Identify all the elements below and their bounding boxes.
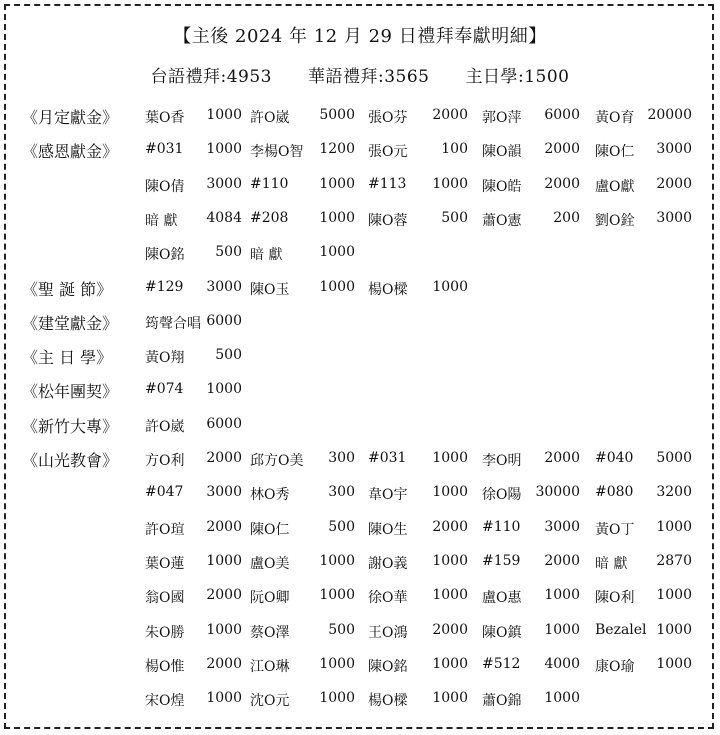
donor-name: 陳O生 bbox=[368, 521, 408, 538]
donor-name: 陳O蓉 bbox=[368, 212, 408, 229]
donation-amount: 4000 bbox=[544, 655, 580, 672]
donor-name: 邱方O美 bbox=[250, 453, 304, 469]
donation-amount: 500 bbox=[215, 347, 242, 364]
donation-amount: 1000 bbox=[544, 621, 580, 638]
donation-amount: 500 bbox=[215, 244, 242, 261]
donation-amount: 500 bbox=[328, 621, 355, 638]
attendance-item: 主日學:1500 bbox=[465, 67, 570, 87]
donation-amount: 2000 bbox=[206, 518, 242, 535]
donation-amount: 3000 bbox=[206, 278, 242, 295]
donor-name: 黃O丁 bbox=[595, 521, 635, 538]
donation-amount: 2000 bbox=[206, 655, 242, 672]
page-title: 【主後 2024 年 12 月 29 日禮拜奉獻明細】 bbox=[173, 26, 547, 47]
section-label: 《主 日 學》 bbox=[22, 348, 113, 368]
donation-amount: 1000 bbox=[432, 552, 468, 569]
donation-amount: 300 bbox=[328, 450, 355, 466]
donor-name: 蕭O憲 bbox=[482, 212, 522, 229]
donor-name: 盧O惠 bbox=[482, 590, 522, 607]
section-label: 《感恩獻金》 bbox=[22, 142, 119, 162]
donation-amount: 1000 bbox=[544, 587, 580, 604]
donor-name: 陳O韻 bbox=[482, 144, 522, 161]
donation-amount: 1000 bbox=[432, 175, 468, 192]
donation-amount: 1000 bbox=[656, 587, 692, 604]
donor-name: 黃O翔 bbox=[145, 350, 185, 367]
donor-name: 陳O利 bbox=[595, 590, 635, 607]
donor-name: 劉O銓 bbox=[595, 212, 635, 229]
donor-name: #129 bbox=[145, 278, 184, 295]
donation-amount: 1000 bbox=[206, 552, 242, 569]
donor-name: 陳O玉 bbox=[250, 281, 290, 298]
donation-amount: 1200 bbox=[319, 141, 355, 158]
donation-amount: 1000 bbox=[206, 107, 242, 123]
section-label: 《月定獻金》 bbox=[22, 108, 119, 127]
donation-amount: 2870 bbox=[656, 552, 692, 569]
donor-name: 徐O陽 bbox=[482, 487, 522, 504]
donor-name: 許O崴 bbox=[250, 110, 290, 126]
section-label: 《建堂獻金》 bbox=[22, 313, 119, 333]
donor-name: 陳O倩 bbox=[145, 178, 185, 195]
donor-name: 李O明 bbox=[482, 453, 522, 469]
donation-amount: 1000 bbox=[432, 690, 468, 707]
donor-name: 江O琳 bbox=[250, 658, 290, 675]
donation-amount: 1000 bbox=[432, 484, 468, 501]
donation-amount: 6000 bbox=[206, 415, 242, 432]
donation-amount: 1000 bbox=[319, 278, 355, 295]
donation-amount: 1000 bbox=[206, 621, 242, 638]
donation-amount: 2000 bbox=[432, 107, 468, 123]
donation-amount: 1000 bbox=[319, 209, 355, 226]
donor-name: 康O瑜 bbox=[595, 658, 635, 675]
donation-amount: 6000 bbox=[206, 312, 242, 329]
donor-name: 暗 獻 bbox=[250, 247, 283, 264]
donation-amount: 500 bbox=[441, 209, 468, 226]
donation-amount: 1000 bbox=[656, 621, 692, 638]
donor-name: 盧O美 bbox=[250, 555, 290, 572]
donation-amount: 200 bbox=[553, 209, 580, 226]
donor-name: 許O瑄 bbox=[145, 521, 185, 538]
donor-name: 暗 獻 bbox=[595, 555, 628, 572]
donor-name: 盧O獻 bbox=[595, 178, 635, 195]
donor-name: 陳O仁 bbox=[250, 521, 290, 538]
donor-name: 郭O萍 bbox=[482, 110, 522, 126]
donor-name: 陳O皓 bbox=[482, 178, 522, 195]
donation-amount: 300 bbox=[328, 484, 355, 501]
donor-name: 謝O義 bbox=[368, 555, 408, 572]
donor-name: #110 bbox=[250, 175, 289, 192]
attendance-item: 華語禮拜:3565 bbox=[308, 67, 430, 87]
donor-name: 宋O煌 bbox=[145, 693, 185, 710]
donation-amount: 1000 bbox=[432, 587, 468, 604]
section-label: 《新竹大專》 bbox=[22, 416, 119, 436]
donation-amount: 1000 bbox=[319, 175, 355, 192]
donation-amount: 3000 bbox=[206, 484, 242, 501]
donation-amount: 3000 bbox=[656, 209, 692, 226]
attendance-item: 台語禮拜:4953 bbox=[150, 67, 272, 87]
donation-amount: 3200 bbox=[656, 484, 692, 501]
donor-name: 陳O銘 bbox=[368, 658, 408, 675]
donor-name: 沈O元 bbox=[250, 693, 290, 710]
donor-name: #040 bbox=[595, 450, 634, 466]
donation-amount: 1000 bbox=[656, 655, 692, 672]
donation-amount: 1000 bbox=[432, 278, 468, 295]
donor-name: #047 bbox=[145, 484, 184, 501]
section-label: 《松年團契》 bbox=[22, 382, 119, 402]
donation-amount: 3000 bbox=[656, 141, 692, 158]
donation-amount: 3000 bbox=[206, 175, 242, 192]
donation-amount: 1000 bbox=[319, 244, 355, 261]
donation-amount: 2000 bbox=[544, 141, 580, 158]
donor-name: 黃O育 bbox=[595, 110, 635, 126]
donation-amount: 1000 bbox=[319, 690, 355, 707]
attendance-summary bbox=[0, 62, 720, 87]
donation-amount: 5000 bbox=[656, 450, 692, 466]
donation-amount: 2000 bbox=[206, 450, 242, 466]
donor-name: #110 bbox=[482, 518, 521, 535]
donor-name: #031 bbox=[145, 141, 184, 158]
donor-name: 陳O仁 bbox=[595, 144, 635, 161]
donation-amount: 1000 bbox=[206, 690, 242, 707]
donor-name: 林O秀 bbox=[250, 487, 290, 504]
donor-name: 翁O國 bbox=[145, 590, 185, 607]
donor-name: #080 bbox=[595, 484, 634, 501]
donation-amount: 6000 bbox=[544, 107, 580, 123]
donation-amount: 2000 bbox=[544, 552, 580, 569]
donation-amount: 2000 bbox=[206, 587, 242, 604]
donor-name: 葉O香 bbox=[145, 110, 185, 126]
donor-name: 楊O樑 bbox=[368, 281, 408, 298]
donor-name: 王O鴻 bbox=[368, 624, 408, 641]
donation-amount: 1000 bbox=[432, 655, 468, 672]
donation-amount: 2000 bbox=[432, 518, 468, 535]
donation-amount: 2000 bbox=[432, 621, 468, 638]
donation-amount: 1000 bbox=[206, 381, 242, 398]
donor-name: 楊O惟 bbox=[145, 658, 185, 675]
donor-name: #074 bbox=[145, 381, 184, 398]
donor-name: 張O芬 bbox=[368, 110, 408, 126]
donor-name: #031 bbox=[368, 450, 407, 466]
donor-name: 張O元 bbox=[368, 144, 408, 161]
section-label: 《聖 誕 節》 bbox=[22, 279, 113, 299]
donation-amount: 2000 bbox=[656, 175, 692, 192]
donor-name: 陳O銘 bbox=[145, 247, 185, 264]
donor-name: 方O利 bbox=[145, 453, 185, 469]
donor-name: 許O崴 bbox=[145, 418, 185, 435]
donation-amount: 100 bbox=[441, 141, 468, 158]
donation-amount: 4084 bbox=[206, 209, 242, 226]
donor-name: 葉O蓮 bbox=[145, 555, 185, 572]
donation-amount: 1000 bbox=[656, 518, 692, 535]
donation-amount: 1000 bbox=[206, 141, 242, 158]
donation-amount: 1000 bbox=[319, 587, 355, 604]
donor-name: #512 bbox=[482, 655, 521, 672]
donor-name: 筠聲合唱 bbox=[145, 315, 201, 332]
donation-amount: 20000 bbox=[647, 107, 692, 123]
donation-amount: 2000 bbox=[544, 450, 580, 466]
donor-name: #208 bbox=[250, 209, 289, 226]
donation-amount: 1000 bbox=[432, 450, 468, 466]
donation-amount: 500 bbox=[328, 518, 355, 535]
donor-name: #113 bbox=[368, 175, 407, 192]
donation-amount: 30000 bbox=[535, 484, 580, 501]
donor-name: 蕭O錦 bbox=[482, 693, 522, 710]
donor-name: 蔡O澤 bbox=[250, 624, 290, 641]
donor-name: 暗 獻 bbox=[145, 212, 178, 229]
donation-amount: 3000 bbox=[544, 518, 580, 535]
donor-name: 李楊O智 bbox=[250, 144, 304, 161]
section-label: 《山光教會》 bbox=[22, 451, 119, 470]
donor-name: 徐O華 bbox=[368, 590, 408, 607]
donation-amount: 5000 bbox=[319, 107, 355, 123]
donor-name: 陳O鎮 bbox=[482, 624, 522, 641]
donation-amount: 2000 bbox=[544, 175, 580, 192]
donor-name: 阮O卿 bbox=[250, 590, 290, 607]
donor-name: 韋O宇 bbox=[368, 487, 408, 504]
donor-name: 朱O勝 bbox=[145, 624, 185, 641]
donation-amount: 1000 bbox=[544, 690, 580, 707]
donor-name: Bezalel bbox=[595, 621, 647, 638]
donor-name: #159 bbox=[482, 552, 521, 569]
donation-amount: 1000 bbox=[319, 655, 355, 672]
donation-amount: 1000 bbox=[319, 552, 355, 569]
donor-name: 楊O樑 bbox=[368, 693, 408, 710]
